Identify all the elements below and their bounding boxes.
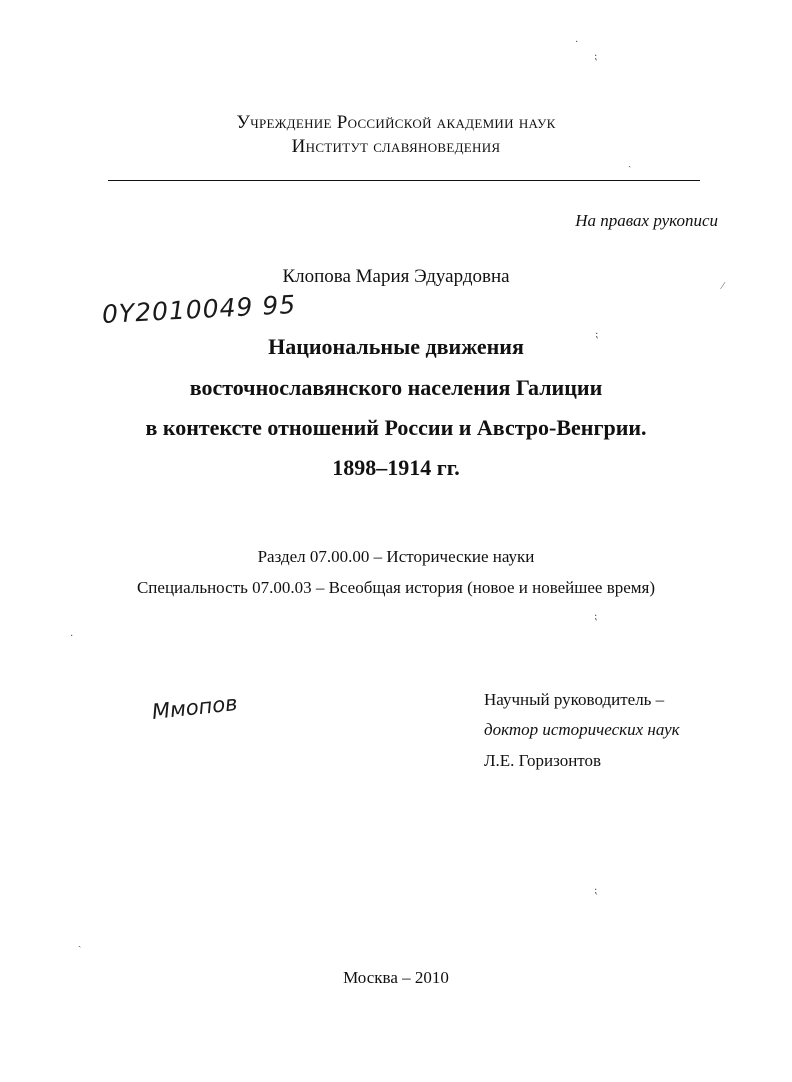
scan-speck: ⁏	[594, 885, 598, 896]
title-line-4: 1898–1914 гг.	[332, 455, 460, 480]
scan-speck: ⁏	[594, 51, 598, 62]
advisor-name: Л.Е. Горизонтов	[484, 751, 602, 770]
registry-number-handwritten: 0Y2010049 95	[101, 289, 297, 329]
advisor-degree: доктор исторических наук	[484, 720, 680, 739]
title-line-2: восточнославянского населения Галиции	[189, 375, 603, 400]
specialty-code: Специальность 07.00.03 – Всеобщая история (новое и новейшее время)	[136, 578, 656, 597]
scan-speck: ˎ	[628, 157, 632, 168]
manuscript-note: На правах рукописи	[575, 211, 718, 230]
scan-speck: ·	[575, 37, 579, 48]
advisor-label: Научный руководитель –	[484, 690, 665, 709]
scan-speck: ⁏	[594, 611, 598, 622]
section-code: Раздел 07.00.00 – Исторические науки	[257, 547, 535, 566]
scan-speck: ⁄	[722, 281, 724, 292]
author-signature: Ммопов	[150, 691, 239, 724]
title-line-1: Национальные движения	[268, 334, 524, 359]
scan-speck: ·	[70, 631, 74, 642]
institute-name: Институт славяноведения	[291, 136, 501, 157]
scan-speck: ⁏	[595, 329, 599, 340]
header-divider	[108, 180, 700, 181]
author-name: Клопова Мария Эдуардовна	[282, 266, 510, 287]
institution-name: Учреждение Российской академии наук	[236, 112, 556, 133]
title-line-3: в контексте отношений России и Австро-Венгрии.	[145, 415, 647, 440]
scan-speck: ˏ	[78, 937, 82, 948]
city-year: Москва – 2010	[343, 968, 449, 987]
